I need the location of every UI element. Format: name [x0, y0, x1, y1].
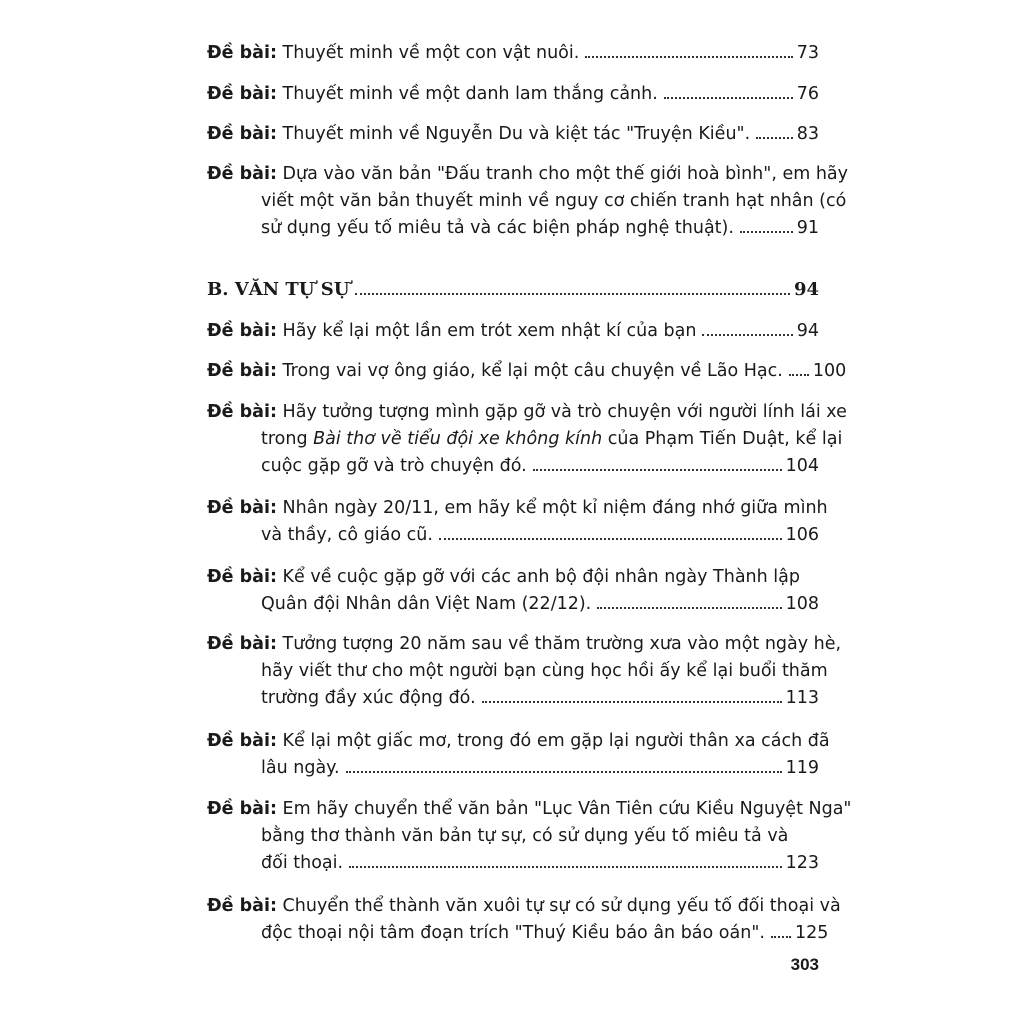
dot-leader	[664, 97, 793, 99]
entry-text: Kể lại một giấc mơ, trong đó em gặp lại người thân xa cách đã	[282, 731, 830, 751]
entry-text: và thầy, cô giáo cũ.	[261, 525, 433, 545]
toc-entry	[207, 318, 819, 345]
entry-text: Kể về cuộc gặp gỡ với các anh bộ đội nhân ngày Thành lập	[282, 567, 800, 587]
toc-entry	[207, 81, 819, 108]
entry-label: Đề bài:	[207, 567, 277, 587]
entry-label: Đề bài:	[207, 321, 277, 341]
entry-page: 106	[785, 525, 819, 545]
toc-entry	[207, 358, 847, 385]
entry-text: Em hãy chuyển thể văn bản "Lục Vân Tiên cứu Kiều Nguyệt Nga"	[282, 799, 852, 819]
entry-page: 100	[812, 361, 847, 381]
entry-text: Nhân ngày 20/11, em hãy kể một kỉ niệm đáng nhớ giữa mình	[282, 498, 828, 518]
entry-label: Đề bài:	[207, 43, 277, 63]
entry-text: Dựa vào văn bản "Đấu tranh cho một thế giới hoà bình", em hãy	[282, 164, 848, 184]
entry-text: Chuyển thể thành văn xuôi tự sự có sử dụng yếu tố đối thoại và	[282, 896, 841, 916]
entry-text: Hãy tưởng tượng mình gặp gỡ và trò chuyện với người lính lái xe	[282, 402, 847, 422]
page-number: 303	[790, 955, 819, 974]
dot-leader	[702, 334, 792, 336]
entry-page: 108	[785, 594, 819, 614]
entry-text: trong	[261, 429, 314, 449]
entry-text: Hãy kể lại một lần em trót xem nhật kí của bạn	[282, 321, 697, 341]
entry-label: Đề bài:	[207, 799, 277, 819]
entry-text: của Phạm Tiến Duật, kể lại	[602, 429, 843, 449]
entry-page: 104	[785, 456, 819, 476]
entry-text: lâu ngày.	[261, 758, 340, 778]
dot-leader	[789, 374, 809, 376]
entry-page: 113	[785, 688, 819, 708]
toc-entry	[207, 796, 852, 877]
toc-entry	[207, 399, 847, 480]
toc-entry	[207, 121, 819, 148]
entry-page: 119	[785, 758, 819, 778]
entry-label: Đề bài:	[207, 498, 277, 518]
entry-page: 76	[796, 84, 819, 104]
entry-text: đối thoại.	[261, 853, 344, 873]
entry-page: 83	[796, 124, 819, 144]
entry-text: viết một văn bản thuyết minh về nguy cơ chiến tranh hạt nhân (có	[261, 191, 847, 211]
toc-entry	[207, 728, 830, 782]
dot-leader	[585, 56, 792, 58]
dot-leader	[533, 469, 782, 471]
entry-label: Đề bài:	[207, 896, 277, 916]
entry-label: Đề bài:	[207, 402, 277, 422]
entry-text: Thuyết minh về Nguyễn Du và kiệt tác "Truyện Kiều".	[282, 124, 751, 144]
entry-page: 125	[794, 923, 829, 943]
dot-leader	[349, 866, 782, 868]
toc-entry	[207, 495, 828, 549]
dot-leader	[482, 701, 782, 703]
entry-text: Trong vai vợ ông giáo, kể lại một câu chuyện về Lão Hạc.	[282, 361, 783, 381]
entry-text: sử dụng yếu tố miêu tả và các biện pháp nghệ thuật).	[261, 218, 734, 238]
entry-label: Đề bài:	[207, 731, 277, 751]
entry-text: cuộc gặp gỡ và trò chuyện đó.	[261, 456, 527, 476]
dot-leader	[740, 231, 793, 233]
entry-label: Đề bài:	[207, 164, 277, 184]
entry-label: Đề bài:	[207, 84, 277, 104]
section-page: 94	[793, 279, 819, 300]
toc-entry	[207, 161, 848, 242]
section-heading	[207, 276, 819, 303]
dot-leader	[355, 293, 789, 295]
entry-label: Đề bài:	[207, 124, 277, 144]
entry-text: độc thoại nội tâm đoạn trích "Thuý Kiều báo ân báo oán".	[261, 923, 765, 943]
toc-entry	[207, 631, 842, 712]
entry-label: Đề bài:	[207, 634, 277, 654]
entry-text: Thuyết minh về một danh lam thắng cảnh.	[282, 84, 658, 104]
toc-entry	[207, 893, 841, 947]
entry-text: hãy viết thư cho một người bạn cùng học hồi ấy kể lại buổi thăm	[261, 661, 828, 681]
entry-text: Quân đội Nhân dân Việt Nam (22/12).	[261, 594, 592, 614]
entry-text: Tưởng tượng 20 năm sau về thăm trường xưa vào một ngày hè,	[282, 634, 842, 654]
entry-text: trường đầy xúc động đó.	[261, 688, 476, 708]
entry-page: 73	[796, 43, 819, 63]
entry-text: bằng thơ thành văn bản tự sự, có sử dụng yếu tố miêu tả và	[261, 826, 789, 846]
dot-leader	[771, 936, 791, 938]
toc-entry	[207, 40, 819, 67]
dot-leader	[439, 538, 782, 540]
dot-leader	[346, 771, 782, 773]
section-title: B. VĂN TỰ SỰ	[207, 279, 350, 300]
entry-text: Thuyết minh về một con vật nuôi.	[282, 43, 580, 63]
entry-page: 91	[796, 218, 819, 238]
entry-label: Đề bài:	[207, 361, 277, 381]
entry-page: 94	[796, 321, 819, 341]
toc-entry	[207, 564, 819, 618]
dot-leader	[756, 137, 793, 139]
dot-leader	[597, 607, 781, 609]
entry-page: 123	[785, 853, 819, 873]
entry-italic-title: Bài thơ về tiểu đội xe không kính	[313, 429, 603, 449]
